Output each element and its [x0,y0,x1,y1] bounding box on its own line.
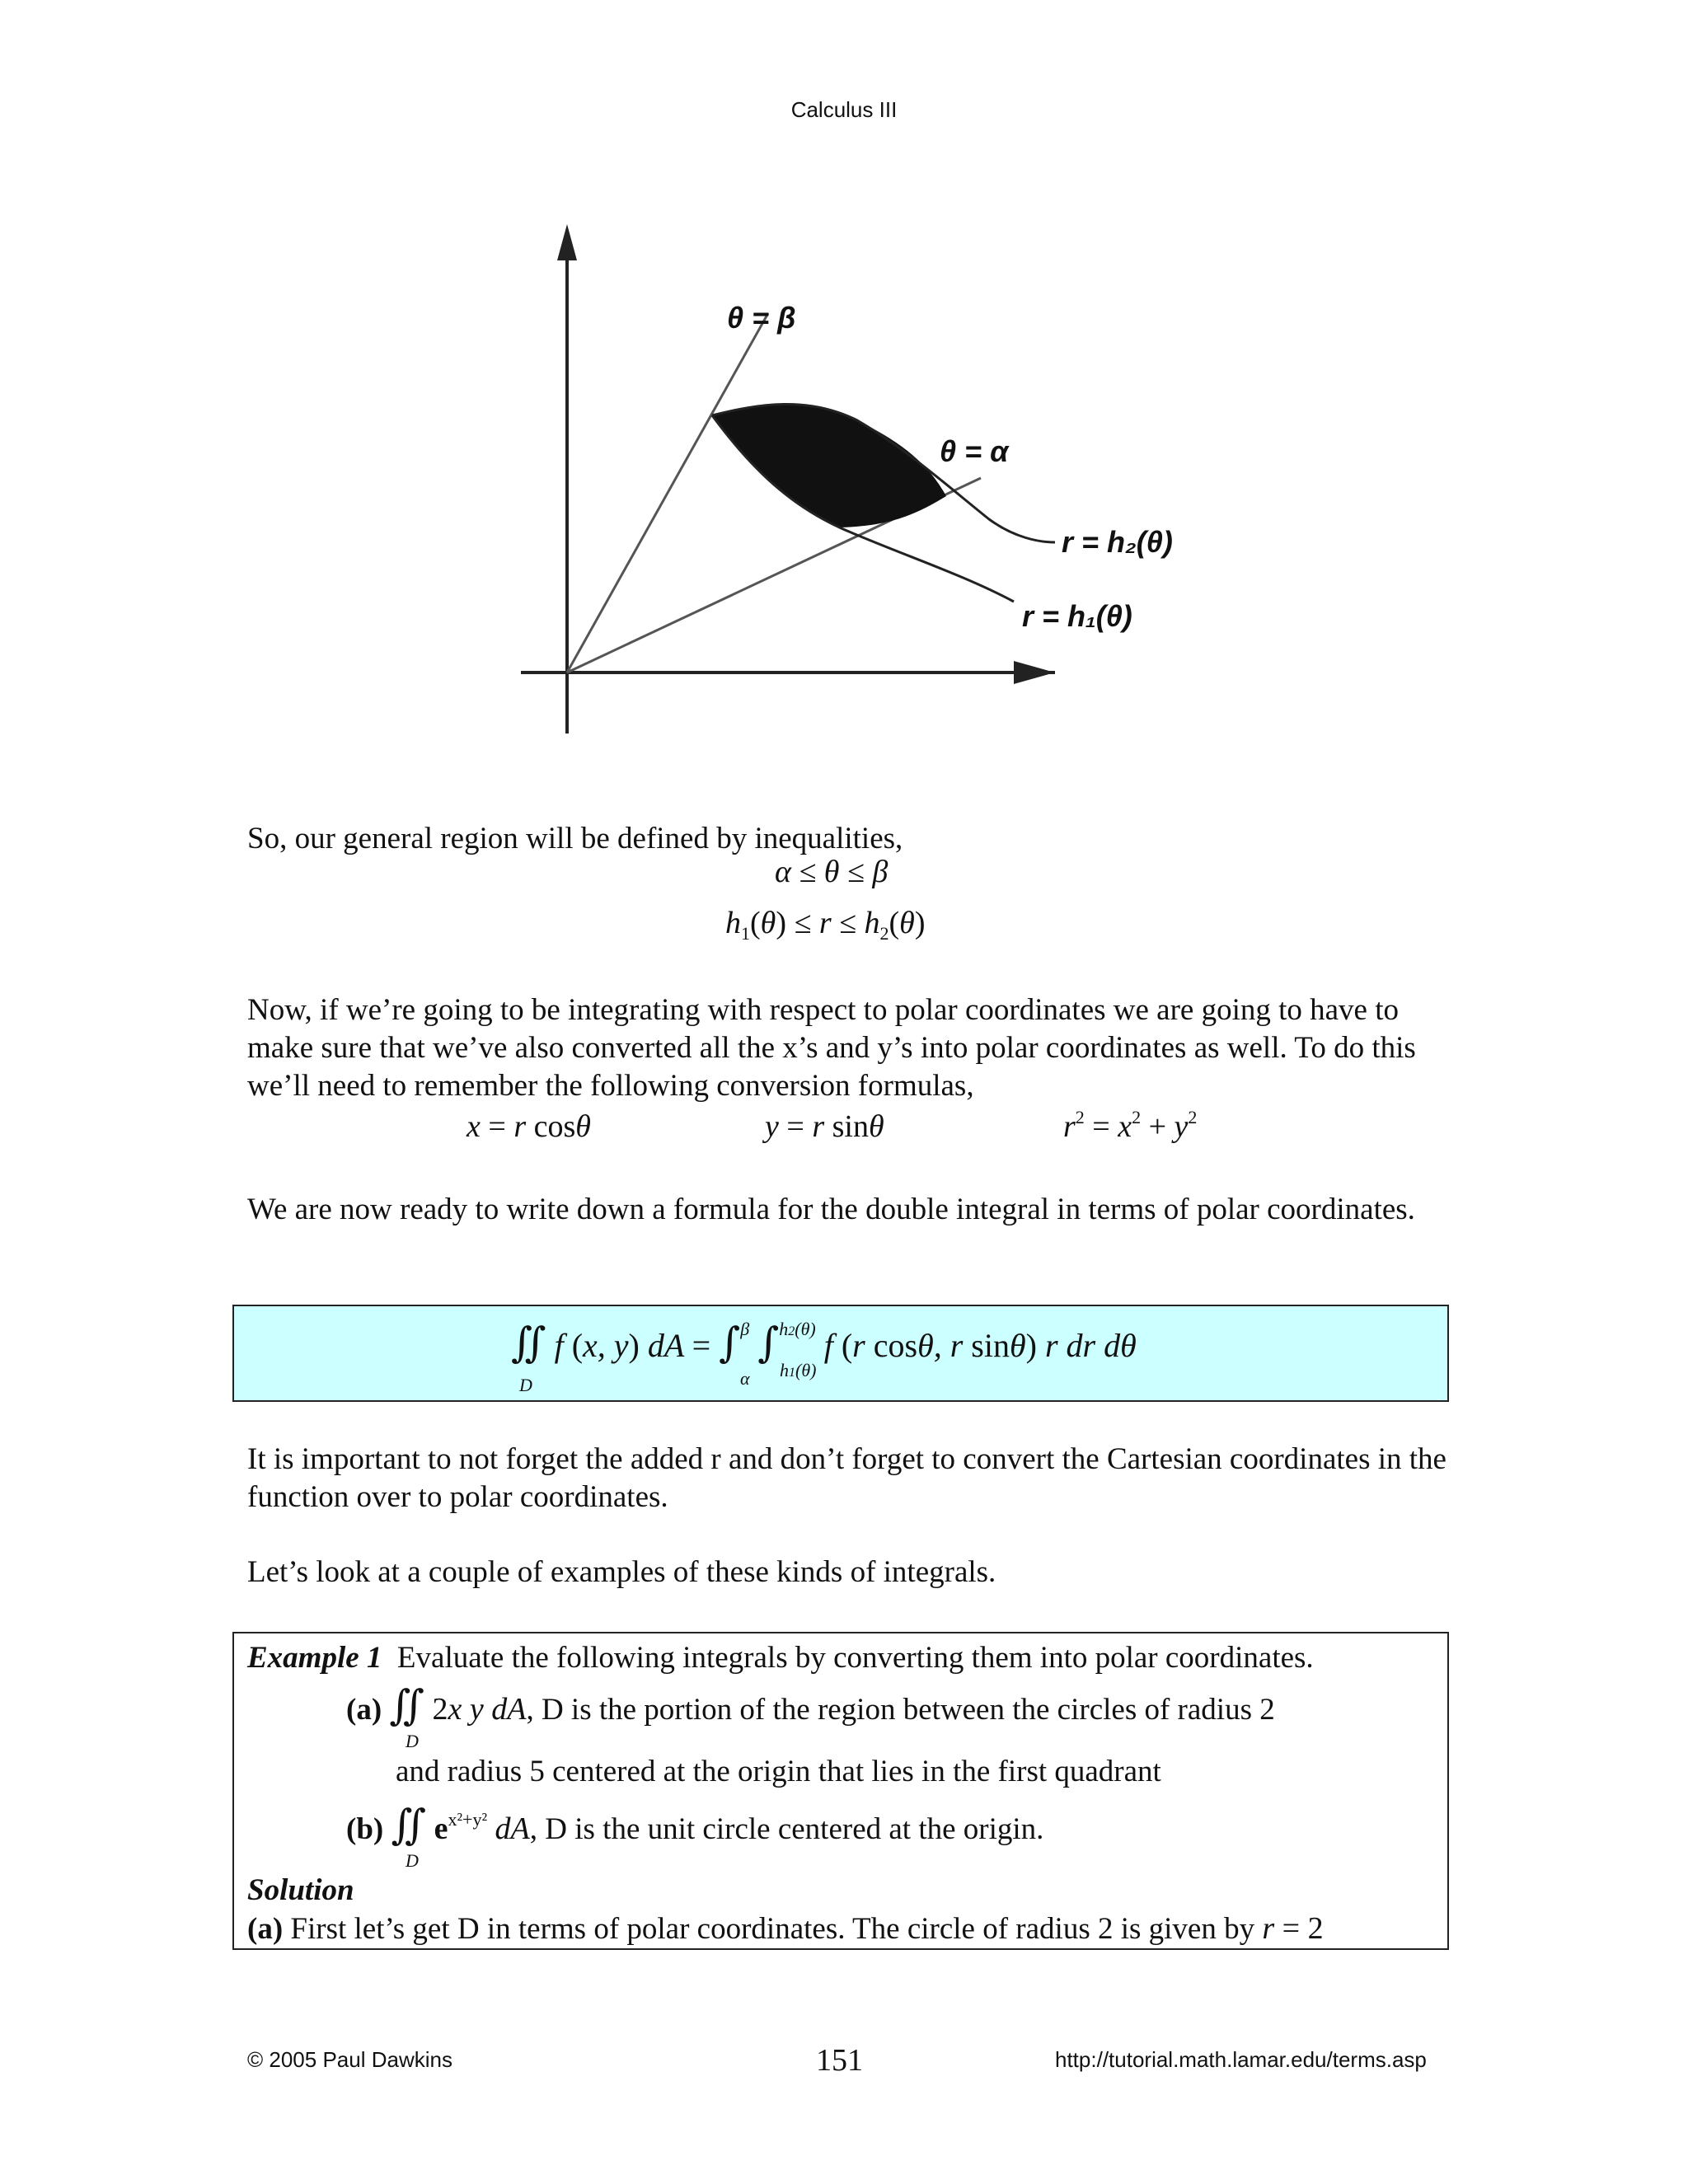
example-box [232,1632,1449,1950]
formula-lower-h1: h1(θ) [780,1360,817,1380]
paragraph-region-intro: So, our general region will be defined by inequalities, [247,822,903,855]
inequality-theta: α ≤ θ ≤ β [775,855,889,889]
footer-copyright: © 2005 Paul Dawkins [247,2047,452,2072]
label-r-h2: r = h₂(θ) [1062,525,1173,559]
example-prompt: Evaluate the following integrals by converting them into polar coordinates. [396,1641,1314,1675]
shaded-region [712,404,946,527]
polar-region-figure [511,214,1203,742]
solution-a-text: First let’s get D in terms of polar coordinates. The circle of radius 2 is given by [290,1912,1255,1946]
paragraph-formula-intro: We are now ready to write down a formula for the double integral in terms of polar coordinates. [247,1193,1415,1226]
example-part-a: (a) ∬ 2x y dA, D is the portion of the region between the circles of radius 2 [346,1681,1275,1729]
y-axis-arrow [557,224,577,260]
polar-integral-formula: ∬ f (x, y) dA = ∫$^\beta$ ∫$^{h2(\theta)}$ f (r cosθ, r sinθ) r dr dθ [511,1319,1137,1366]
label-theta-alpha: θ = α [940,434,1009,468]
part-a-region-subscript: D [406,1731,419,1751]
formula-r2: $r^2 = x^2 + y^2$ [1063,1107,1198,1144]
paragraph-examples-intro: Let’s look at a couple of examples of these kinds of integrals. [247,1555,996,1589]
formula-y: y = r sinθ [765,1109,884,1144]
solution-label: Solution [247,1873,354,1907]
paragraph-reminder: It is important to not forget the added r and don’t forget to convert the Cartesian coordinates in the function over to polar coordinates. [247,1442,1447,1514]
part-b-region-subscript: D [406,1850,419,1871]
part-a-label: (a) [346,1693,382,1727]
label-theta-beta: θ = β [727,301,796,335]
footer-url[interactable]: http://tutorial.math.lamar.edu/terms.asp [1055,2047,1427,2072]
formula-region-subscript: D [519,1375,532,1395]
ray-theta-beta [567,313,768,673]
example-header [247,1640,1314,1675]
formula-lower-alpha: α [740,1368,750,1389]
footer-page-number: 151 [816,2043,863,2078]
running-header: Calculus III [790,97,898,122]
x-axis-arrow [1014,661,1055,684]
example-title: Example 1 [247,1641,382,1675]
part-a-text-line2: and radius 5 centered at the origin that lies in the first quadrant [396,1755,1161,1788]
paragraph-conversion: Now, if we’re going to be integrating with respect to polar coordinates we are going to have to make sure that we’ve also converted all the x’s and y’s into polar coordinates as well. To do this we’ll need to remember the following conversion formulas, [247,993,1416,1103]
example-part-b: (b) ∬ $e^{x^2+y^2}$ dA, D is the unit circle centered at the origin. [346,1801,1044,1849]
label-r-h1: r = h₁(θ) [1022,599,1132,633]
part-a-text: , D is the portion of the region between the circles of radius 2 [526,1693,1275,1727]
part-b-label: (b) [346,1812,384,1846]
inequality-r: $h_1(\theta) \le r \le h_2(\theta)$ [725,906,926,944]
solution-a-label: (a) [247,1912,284,1946]
part-b-text: , D is the unit circle centered at the origin. [529,1812,1044,1846]
solution-part-a: (a) First let’s get D in terms of polar coordinates. The circle of radius 2 is given by r = 2 [247,1911,1324,1946]
formula-x: x = r cosθ [467,1109,591,1144]
